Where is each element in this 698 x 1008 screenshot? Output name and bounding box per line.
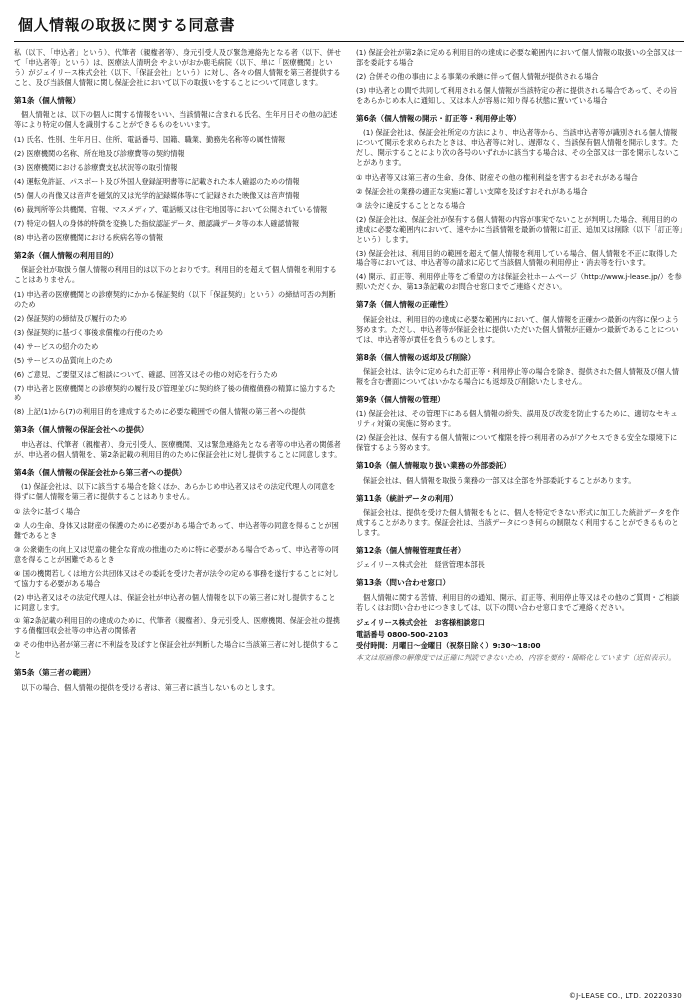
- article-item: ② その他申込者が第三者に不利益を及ぼすと保証会社が判断した場合に当該第三者に対し提供すること: [14, 640, 339, 660]
- article-item: ② 人の生命、身体又は財産の保護のために必要がある場合であって、申込者等の同意を得ることが困難であるとき: [14, 520, 339, 540]
- article-item: (4) 開示、訂正等、利用停止等をご希望の方は保証会社ホームページ（http://www.j-lease.jp/）を参照いただくか、第13条記載のお問合せ窓口までご連絡ください。: [356, 272, 682, 292]
- contact-phone: 電話番号 0800-500-2103: [356, 629, 449, 639]
- article-item: (6) ご意見、ご要望又はご相談について、確認、回答又はその他の対応を行うため: [14, 369, 278, 379]
- title-divider: [14, 41, 684, 42]
- article-heading: 第3条（個人情報の保証会社への提供）: [14, 425, 149, 435]
- article-heading: 第9条（個人情報の管理）: [356, 394, 445, 404]
- article-item: ③ 法令に違反することとなる場合: [356, 200, 466, 210]
- article-item: (2) 保証会社は、保証会社が保有する個人情報の内容が事実でないことが判明した場合、利用目的の達成に必要な範囲内において、速やかに当該情報を最新の情報に訂正、追加又は削除（以下「訂正等」という）します。: [356, 214, 683, 244]
- article-item: ① 申込者等又は第三者の生命、身体、財産その他の権利利益を害するおそれがある場合: [356, 172, 638, 182]
- article-heading: 第10条（個人情報取り扱い業務の外部委託）: [356, 461, 511, 471]
- article-item: ④ 国の機関若しくは地方公共団体又はその委託を受けた者が法令の定める事務を遂行することに対して協力する必要がある場合: [14, 568, 339, 588]
- article-paragraph: 個人情報に関する苦情、利用目的の通知、開示、訂正等、利用停止等又はその他のご質問・ご相談若しくはお問い合わせにつきましては、以下の問い合わせ窓口までご連絡ください。: [356, 592, 680, 612]
- article-paragraph: 個人情報とは、以下の個人に関する情報をいい、当該情報に含まれる氏名、生年月日その他の記述等により特定の個人を識別することができるものをいいます。: [14, 110, 338, 130]
- article-heading: 第2条（個人情報の利用目的）: [14, 250, 119, 260]
- article-paragraph: 保証会社は、利用目的の達成に必要な範囲内において、個人情報を正確かつ最新の内容に保つよう努めます。ただし、申込者等が保証会社に提供いただいた個人情報が正確かつ最新であることについては、申込者等が責任を負うものとします。: [356, 314, 680, 344]
- article-item: ジェイリース株式会社 経営管理本部長: [356, 560, 485, 570]
- article-item: (3) 申込者との間で共同して利用される個人情報が当該特定の者に提供される場合であって、その旨をあらかじめ本人に通知し、又は本人が容易に知り得る状態に置いている場合: [356, 85, 678, 105]
- document-body: [14, 48, 684, 698]
- article-item: (7) 申込者と医療機関との診療契約の履行及び管理並びに契約終了後の債権債務の精算に協力するため: [14, 383, 336, 403]
- article-item: (5) サービスの品質向上のため: [14, 355, 113, 365]
- article-item: (2) 医療機関の名称、所在地及び診療費等の契約情報: [14, 149, 185, 159]
- document-title: 個人情報の取扱に関する同意書: [18, 16, 236, 34]
- article-heading: 第11条（統計データの利用）: [356, 493, 458, 503]
- article-paragraph: 保証会社は、法令に定められた訂正等・利用停止等の場合を除き、提供された個人情報及び個人情報を含む書面についてはいかなる場合にも返却及び削除いたしません。: [356, 367, 679, 386]
- article-item: (2) 申込者又はその法定代理人は、保証会社が申込者の個人情報を以下の第三者に対し提供することに同意します。: [14, 592, 336, 612]
- article-item: ② 保証会社の業務の適正な実施に著しい支障を及ぼすおそれがある場合: [356, 186, 588, 196]
- article-paragraph: (1) 保証会社は、以下に該当する場合を除くほか、あらかじめ申込者又はその法定代理人の同意を得ずに個人情報を第三者に提供することはありません。: [14, 482, 336, 502]
- article-item: ① 法令に基づく場合: [14, 507, 81, 516]
- approximation-note: 本文は原画像の解像度では正確に判読できないため、内容を要約・簡略化しています（近似表示）。: [356, 653, 676, 663]
- article-paragraph: 申込者は、代筆者（親権者）、身元引受人、医療機関、又は緊急連絡先となる者等の申込者の関係者が、申込者の個人情報を、第2条記載の利用目的のために保証会社に対し提供することに同意します。: [14, 439, 342, 459]
- left-column: [14, 48, 342, 698]
- article-paragraph: (1) 保証会社は、保証会社所定の方法により、申込者等から、当該申込者等が識別される個人情報について開示を求められたときは、申込者等に対し、遅滞なく、当該保有個人情報を開示します。ただし、開示することにより次の各号のいずれかに該当する場合は、その全部又は一部を開示しないことがあります。: [356, 128, 680, 167]
- article-item: (8) 申込者の医療機関における疾病名等の情報: [14, 232, 164, 242]
- article-item: (5) 個人の肖像又は音声を磁気的又は光学的記録媒体等にて記録された映像又は音声情報: [14, 190, 300, 200]
- article-item: (1) 申込者の医療機関との診療契約にかかる保証契約（以下「保証契約」という）の締結可否の判断のため: [14, 289, 336, 309]
- article-item: (4) サービスの紹介のため: [14, 341, 99, 351]
- article-item: (1) 保証会社は、その管理下にある個人情報の紛失、誤用及び改変を防止するために、適切なセキュリティ対策の実施に努めます。: [356, 409, 678, 429]
- contact-company: ジェイリース株式会社 お客様相談窓口: [356, 617, 485, 627]
- article-heading: 第4条（個人情報の保証会社から第三者への提供）: [14, 467, 187, 477]
- right-column: [356, 48, 684, 698]
- article-item: (1) 保証会社が第2条に定める利用目的の達成に必要な範囲内において個人情報の取扱いの全部又は一部を委託する場合: [356, 48, 683, 67]
- article-item: (1) 氏名、性別、生年月日、住所、電話番号、国籍、職業、勤務先名称等の属性情報: [14, 135, 286, 145]
- article-paragraph: 保証会社は、個人情報を取扱う業務の一部又は全部を外部委託することがあります。: [363, 475, 636, 485]
- article-item: (2) 保証会社は、保有する個人情報について権限を持つ利用者のみがアクセスできる安全な環境下に保管するよう努めます。: [356, 433, 678, 453]
- article-item: ① 第2条記載の利用目的の達成のために、代筆者（親権者）、身元引受人、医療機関、保証会社の提携する債権回収会社等の申込者の関係者: [14, 616, 340, 636]
- copyright-footer: ©J-LEASE CO., LTD. 20220330: [568, 992, 682, 1000]
- article-item: (3) 医療機関における診療費支払状況等の取引情報: [14, 162, 178, 172]
- article-paragraph: 保証会社が取扱う個人情報の利用目的は以下のとおりです。利用目的を超えて個人情報を利用することはありません。: [14, 265, 337, 284]
- article-item: (7) 特定の個人の身体的特徴を変換した指紋認証データ、顔認識データ等の本人確認情報: [14, 218, 300, 228]
- article-heading: 第6条（個人情報の開示・訂正等・利用停止等）: [356, 113, 521, 123]
- article-item: (6) 裁判所等公共機関、官報、マスメディア、電話帳又は住宅地図等において公開されている情報: [14, 204, 328, 214]
- article-heading: 第8条（個人情報の返却及び削除）: [356, 352, 476, 362]
- article-paragraph: 保証会社は、提供を受けた個人情報をもとに、個人を特定できない形式に加工した統計データを作成することがあります。保証会社は、当該データにつき何らの制限なく利用することができるものとします。: [356, 508, 680, 537]
- article-heading: 第1条（個人情報）: [14, 95, 81, 105]
- contact-hours: 受付時間：月曜日～金曜日（祝祭日除く）9:30～18:00: [356, 641, 541, 651]
- article-item: (8) 上記(1)から(7)の利用目的を達成するために必要な範囲での個人情報の第三者への提供: [14, 407, 306, 417]
- preamble: 私（以下、「申込者」という）、代筆者（親権者等）、身元引受人及び緊急連絡先となる者（以下、併せて「申込者等」という）は、医療法人清明会 やよいがおか鹿毛病院（以下、単に「医療機関」という）がジェイリース株式会社（以下、「保証会社」という）に対し、各々の個人情報を第三者提供すること、及び当該個人情報に関し保証会社において以下の取扱いをすることについて同意します。: [14, 48, 342, 87]
- article-item: (4) 運転免許証、パスポート及び外国人登録証明書等に記載された本人確認のための情報: [14, 176, 300, 186]
- article-item: (2) 保証契約の締結及び履行のため: [14, 313, 128, 323]
- article-paragraph: 以下の場合、個人情報の提供を受ける者は、第三者に該当しないものとします。: [21, 682, 280, 692]
- article-heading: 第7条（個人情報の正確性）: [356, 300, 453, 310]
- article-heading: 第5条（第三者の範囲）: [14, 668, 96, 678]
- article-heading: 第13条（問い合わせ窓口）: [356, 578, 451, 588]
- article-item: (2) 合併その他の事由による事業の承継に伴って個人情報が提供される場合: [356, 71, 599, 81]
- article-item: (3) 保証契約に基づく事後求償権の行使のため: [14, 327, 164, 337]
- article-heading: 第12条（個人情報管理責任者）: [356, 545, 466, 555]
- article-item: (3) 保証会社は、利用目的の範囲を超えて個人情報を利用している場合、個人情報を不正に取得した場合等においては、申込者等の請求に応じて当該個人情報の利用停止・消去等を行います。: [356, 248, 678, 268]
- article-item: ③ 公衆衛生の向上又は児童の健全な育成の推進のために特に必要がある場合であって、申込者等の同意を得ることが困難であるとき: [14, 544, 339, 564]
